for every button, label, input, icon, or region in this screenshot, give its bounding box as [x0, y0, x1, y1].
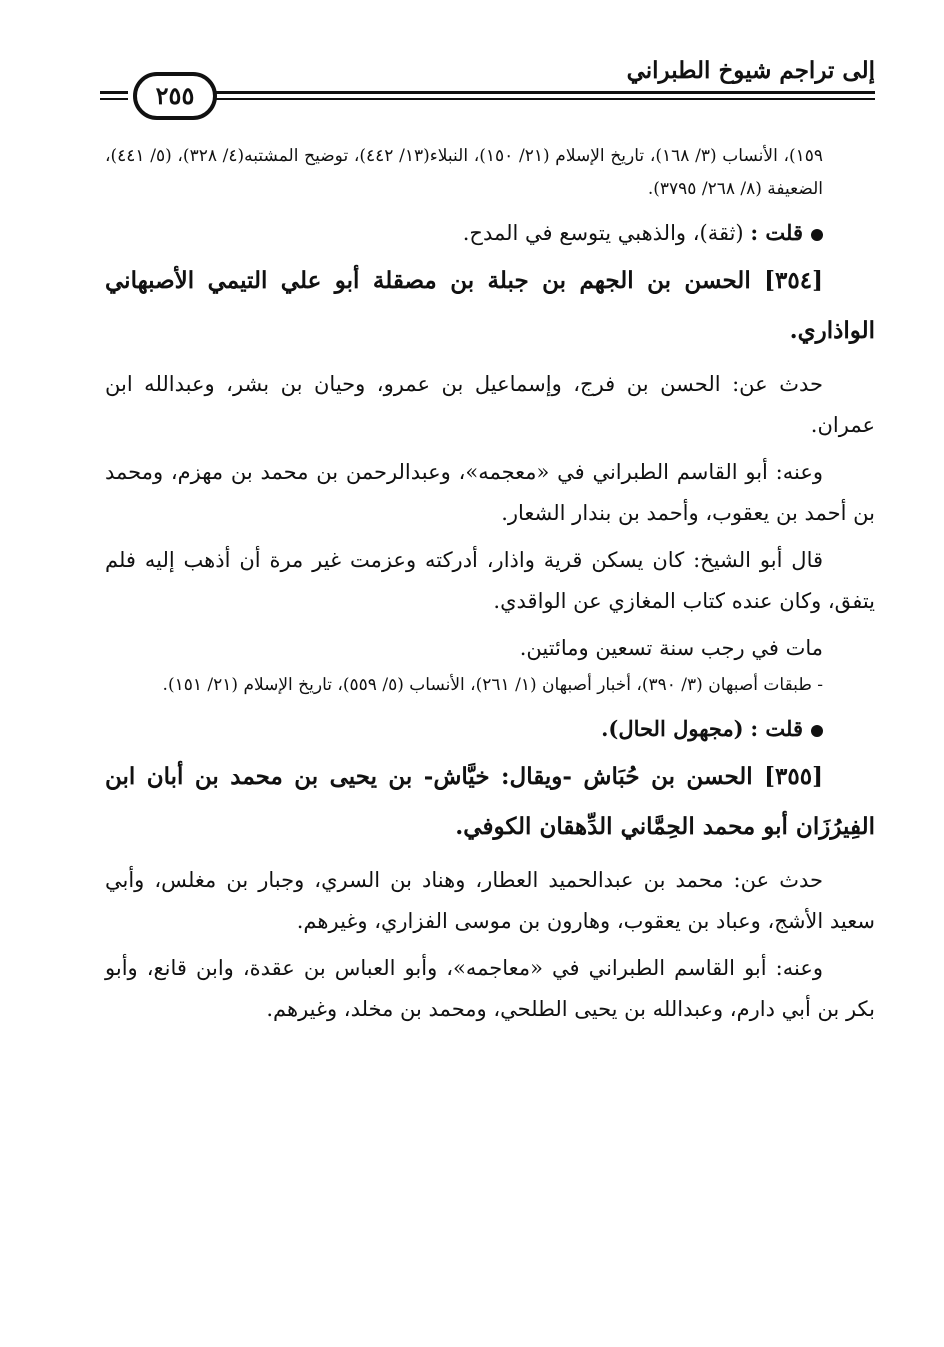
- entry-heading: [٣٥٤] الحسن بن الجهم بن جبلة بن مصقلة أبو علي التيمي الأصبهاني الواذاري.: [105, 267, 875, 344]
- note-label: قلت :: [750, 220, 803, 245]
- entry-paragraph: مات في رجب سنة تسعين ومائتين.: [519, 636, 823, 660]
- running-title: إلى تراجم شيوخ الطبراني: [626, 57, 875, 84]
- page-body: [105, 140, 875, 1030]
- entry-paragraph: قال أبو الشيخ: كان يسكن قرية واذار، أدركته وعزمت غير مرة أن أذهب إليه فلم يتفق، وكان عنده كتاب المغازي عن الواقدي.: [105, 548, 875, 613]
- header-rule: [212, 91, 875, 94]
- header-rule: [212, 98, 875, 100]
- entry-paragraph: حدث عن: الحسن بن فرج، وإسماعيل بن عمرو، وحيان بن بشر، وعبدالله ابن عمران.: [105, 372, 875, 437]
- entry-paragraph: وعنه: أبو القاسم الطبراني في «معاجمه»، وأبو العباس بن عقدة، وابن قانع، وأبو بكر بن أبي دارم، وعبدالله بن يحيى الطلحي، ومحمد بن مخلد، وغيرهم.: [105, 956, 875, 1021]
- editor-note: [105, 212, 875, 254]
- footnote: - طبقات أصبهان (٣/ ٣٩٠)، أخبار أصبهان (١/ ٢٦١)، الأنساب (٥/ ٥٥٩)، تاريخ الإسلام (٢١/ ١٥١).: [162, 675, 823, 695]
- bullet-icon: [811, 229, 823, 241]
- page-number: ٢٥٥: [133, 72, 217, 120]
- footnote: ١٥٩)، الأنساب (٣/ ١٦٨)، تاريخ الإسلام (٢١/ ١٥٠)، النبلاء(١٣/ ٤٤٢)، توضيح المشتبه(٤/ ٣٢٨)، (٥/ ٤٤١)، الضعيفة (٨/ ٢٦٨/ ٣٧٩٥).: [105, 146, 824, 199]
- entry-paragraph: حدث عن: محمد بن عبدالحميد العطار، وهناد بن السري، وجبار بن مغلس، وأبي سعيد الأشج، وعباد بن يعقوب، وهارون بن موسى الفزاري، وغيرهم.: [105, 868, 875, 933]
- note-label: قلت :: [750, 716, 803, 741]
- header-rule: [100, 91, 128, 94]
- page-header: [100, 55, 875, 117]
- editor-note: [105, 708, 875, 750]
- note-text: (مجهول الحال).: [601, 716, 744, 741]
- entry-paragraph: وعنه: أبو القاسم الطبراني في «معجمه»، وعبدالرحمن بن محمد بن مهزم، ومحمد بن أحمد بن يعقوب، وأحمد بن بندار الشعار.: [105, 460, 875, 525]
- entry-heading: [٣٥٥] الحسن بن حُبَاش -ويقال: خيَّاش- بن يحيى بن محمد بن أبان ابن الفِيرُزَان أبو محمد الحِمَّاني الدِّهقان الكوفي.: [105, 763, 875, 840]
- header-rule: [100, 98, 128, 100]
- bullet-icon: [811, 725, 823, 737]
- note-text: (ثقة)، والذهبي يتوسع في المدح.: [462, 221, 744, 245]
